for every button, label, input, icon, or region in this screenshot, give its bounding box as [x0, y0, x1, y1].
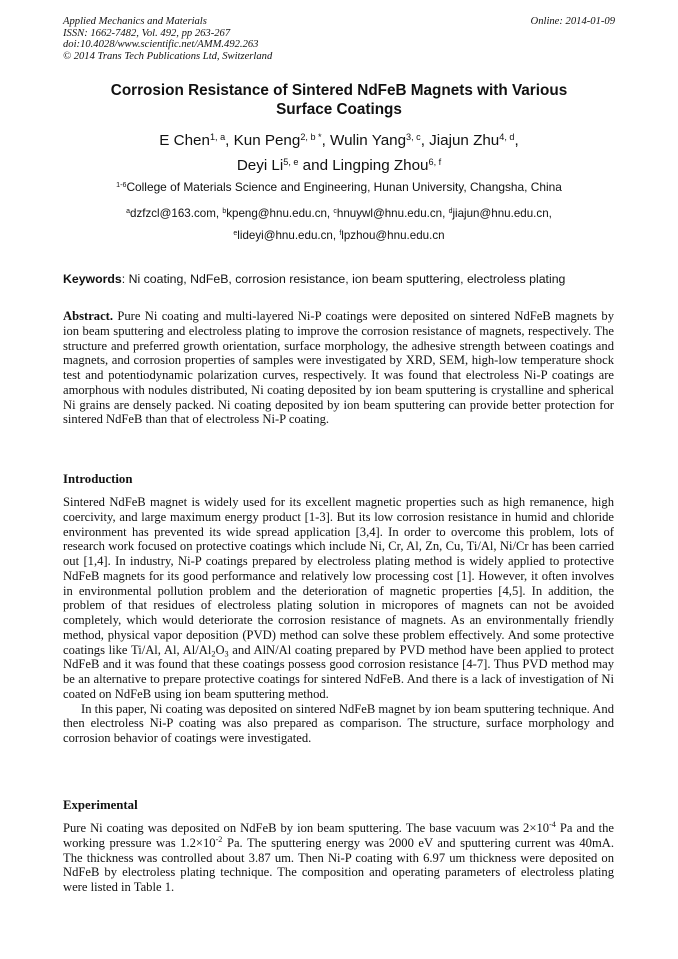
title-line-1: Corrosion Resistance of Sintered NdFeB Magnets with Various [110, 82, 568, 99]
introduction-paragraph-2: In this paper, Ni coating was deposited on sintered NdFeB magnet by ion beam sputtering technique. And then electroless Ni-P coating was also prepared as comparison. The structure, surface morphology and corrosion behavior of coatings were investigated. [63, 701, 614, 745]
email-line-2 [30, 225, 648, 247]
author-line-1 [40, 129, 638, 154]
paragraph-text: Sintered NdFeB magnet is widely used for its excellent magnetic properties such as high remanence, high coercivity, and large maximum energy product [1-3]. But its low corrosion resistance in humid and chloride environment has prevented its wide spread application [3,4]. In order to overcome this problem, lots of research work focused on protective coatings which include Ni, Cr, Al, Zn, Cu, Ti/Al, Ni/Cr has been carried out [1,4]. In industry, Ni-P coatings prepared by electroless plating method is widely applied to protective NdFeB magnets for its good performance and relatively low processing cost [1]. However, it often involves in environmental pollution problem and the deterioration of magnetic properties [4,5]. In addition, the problem of that residues of electroless plating solution in micropores of magnets can not be avoided completely, which would deteriorate the corrosion resistance of magnets. As an environmentally friendly method, physical vapor deposition (PVD) method can solve these problem effectively. And some protective coatings like Ti/Al, Al, Al/Al [63, 495, 614, 657]
paragraph-text: Pure Ni coating was deposited on NdFeB by ion beam sputtering. The base vacuum was 2×10 [63, 821, 550, 835]
introduction-heading: Introduction [63, 472, 133, 486]
author-name: Deyi Li [236, 156, 284, 174]
introduction-paragraph-1 [63, 495, 614, 702]
email-superscript: a [126, 208, 130, 216]
author-superscript: 4, d [499, 131, 515, 142]
email-superscript: c [333, 208, 337, 216]
author-superscript: 2, b * [300, 131, 322, 142]
paragraph-text: Pa and the working pressure was 1.2×10 [63, 821, 615, 850]
email-link[interactable]: dzfzcl@163.com, [130, 207, 223, 220]
author-name: and Lingping Zhou [298, 156, 429, 174]
doi-line: doi:10.4028/www.scientific.net/AMM.492.263 [63, 39, 259, 51]
email-link[interactable]: jiajun@hnu.edu.cn, [452, 207, 552, 220]
paper-title [70, 82, 608, 119]
abstract-label: Abstract. [63, 309, 114, 323]
title-line-2: Surface Coatings [276, 100, 402, 118]
author-name: , Wulin Yang [321, 132, 407, 149]
affiliation-text: College of Materials Science and Engineering, Hunan University, Changsha, China [126, 180, 562, 194]
email-link[interactable]: kpeng@hnu.edu.cn, [226, 207, 334, 220]
abstract-text: Pure Ni coating and multi-layered Ni-P coatings were deposited on sintered NdFeB magnets by ion beam sputtering and electroless plating to improve the corrosion resistance of magnets, respectively. The structure and preferred growth orientation, surface morphology, the adhesive strength between coatings and magnets, and corrosion properties of samples were investigated by XRD, SEM, high-low temperature shock test and potentiodynamic polarization curves, respectively. It was found that electroless Ni-P coatings are amorphous with nodules distributed, Ni coating deposited by ion beam sputtering is crystalline and spherical Ni grains are densely packed. Ni coating deposited by ion beam sputtering can provide better protection for sintered NdFeB than that of electroless Ni-P coating. [63, 309, 614, 427]
journal-name: Applied Mechanics and Materials [63, 16, 207, 27]
author-name: E Chen [159, 132, 210, 149]
subscript: 2 [211, 648, 216, 658]
experimental-heading: Experimental [63, 798, 138, 812]
email-superscript: e [233, 230, 238, 238]
email-line-1 [30, 203, 648, 225]
author-separator: , [514, 132, 519, 149]
email-superscript: b [222, 208, 227, 216]
email-link[interactable]: lideyi@hnu.edu.cn, [237, 229, 340, 242]
keywords [63, 272, 618, 287]
affiliation-superscript: 1-6 [116, 181, 127, 190]
author-line-2 [40, 154, 638, 179]
author-superscript: 3, c [406, 131, 421, 142]
experimental-paragraph [63, 821, 614, 895]
introduction-body [63, 495, 614, 746]
keywords-label: Keywords [63, 272, 122, 286]
experimental-body [63, 821, 614, 895]
abstract [63, 309, 614, 427]
email-link[interactable]: hnuywl@hnu.edu.cn, [336, 207, 449, 220]
email-superscript: d [448, 208, 453, 216]
keywords-text: : Ni coating, NdFeB, corrosion resistance, ion beam sputtering, electroless plating [121, 272, 566, 286]
online-date: Online: 2014-01-09 [530, 16, 615, 27]
superscript: -4 [549, 820, 556, 830]
paragraph-text: O [215, 642, 225, 657]
author-superscript: 5, e [283, 156, 299, 167]
author-name: , Jiajun Zhu [420, 132, 500, 149]
author-name: , Kun Peng [225, 132, 301, 149]
author-list [40, 129, 638, 178]
email-link[interactable]: lpzhou@hnu.edu.cn [341, 229, 445, 242]
email-superscript: f [339, 230, 342, 238]
author-superscript: 1, a [209, 131, 226, 142]
superscript: -2 [215, 834, 223, 844]
author-superscript: 6, f [428, 156, 442, 167]
paragraph-text: and AlN/Al coating prepared by PVD method have been applied to protect NdFeB and it was found that these coatings possess good corrosion resistance [4-7]. Thus PVD method may be an alternative to prepare protective coatings for sintered NdFeB. And there is a lack of investigation of Ni coated on NdFeB using ion beam sputtering method. [63, 642, 615, 701]
paragraph-text: Pa. The sputtering energy was 2000 eV and sputtering current was 40mA. The thickness was controlled about 3.87 um. Then Ni-P coating with 6.97 um thickness were deposited on NdFeB by electroless plating technique. The composition and operating parameters of electroless plating were listed in Table 1. [63, 835, 614, 894]
affiliation [30, 180, 648, 194]
author-emails [30, 203, 648, 247]
subscript: 3 [224, 648, 229, 658]
issn-line: ISSN: 1662-7482, Vol. 492, pp 263-267 [63, 27, 231, 39]
copyright-line: © 2014 Trans Tech Publications Ltd, Switzerland [63, 50, 273, 62]
